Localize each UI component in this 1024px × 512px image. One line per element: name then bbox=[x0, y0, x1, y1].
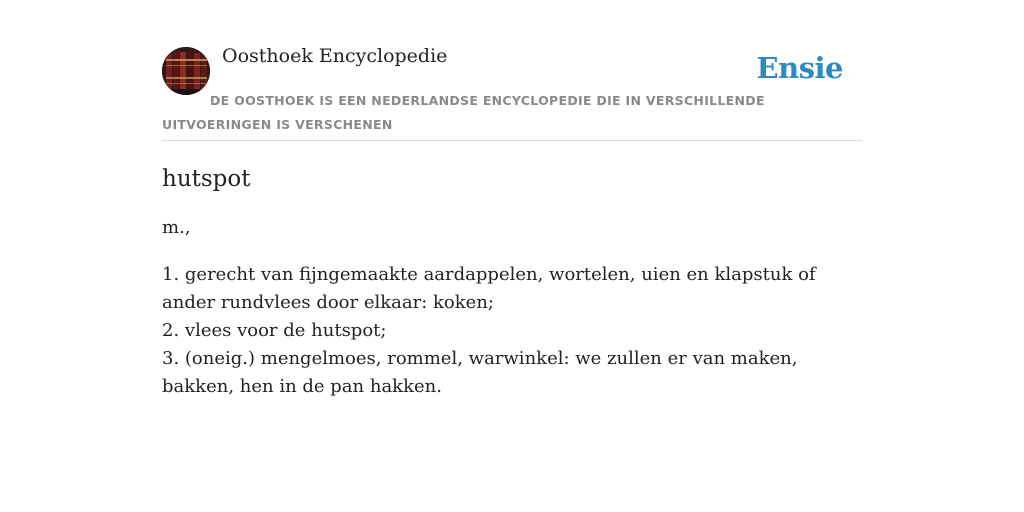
source-title[interactable]: Oosthoek Encyclopedie bbox=[222, 45, 448, 67]
entry-grammar: m., bbox=[162, 217, 191, 238]
entry-content bbox=[162, 163, 862, 401]
page-container bbox=[162, 0, 862, 401]
source-description: DE OOSTHOEK IS EEN NEDERLANDSE ENCYCLOPEDIE DIE IN VERSCHILLENDE UITVOERINGEN IS VERSCHENEN bbox=[162, 93, 765, 132]
definition-item: 2. vlees voor de hutspot; bbox=[162, 320, 387, 341]
entry-definitions bbox=[162, 261, 862, 401]
encyclopedia-books-icon[interactable] bbox=[162, 47, 210, 95]
definition-item: 1. gerecht van fijngemaakte aardappelen, wortelen, uien en klapstuk of ander rundvlees door elkaar: koken; bbox=[162, 264, 816, 313]
ensie-logo[interactable]: Ensie bbox=[756, 51, 843, 85]
entry-word: hutspot bbox=[162, 166, 251, 192]
definition-item: 3. (oneig.) mengelmoes, rommel, warwinkel: we zullen er van maken, bakken, hen in de pan hakken. bbox=[162, 348, 798, 397]
source-header bbox=[162, 0, 862, 141]
